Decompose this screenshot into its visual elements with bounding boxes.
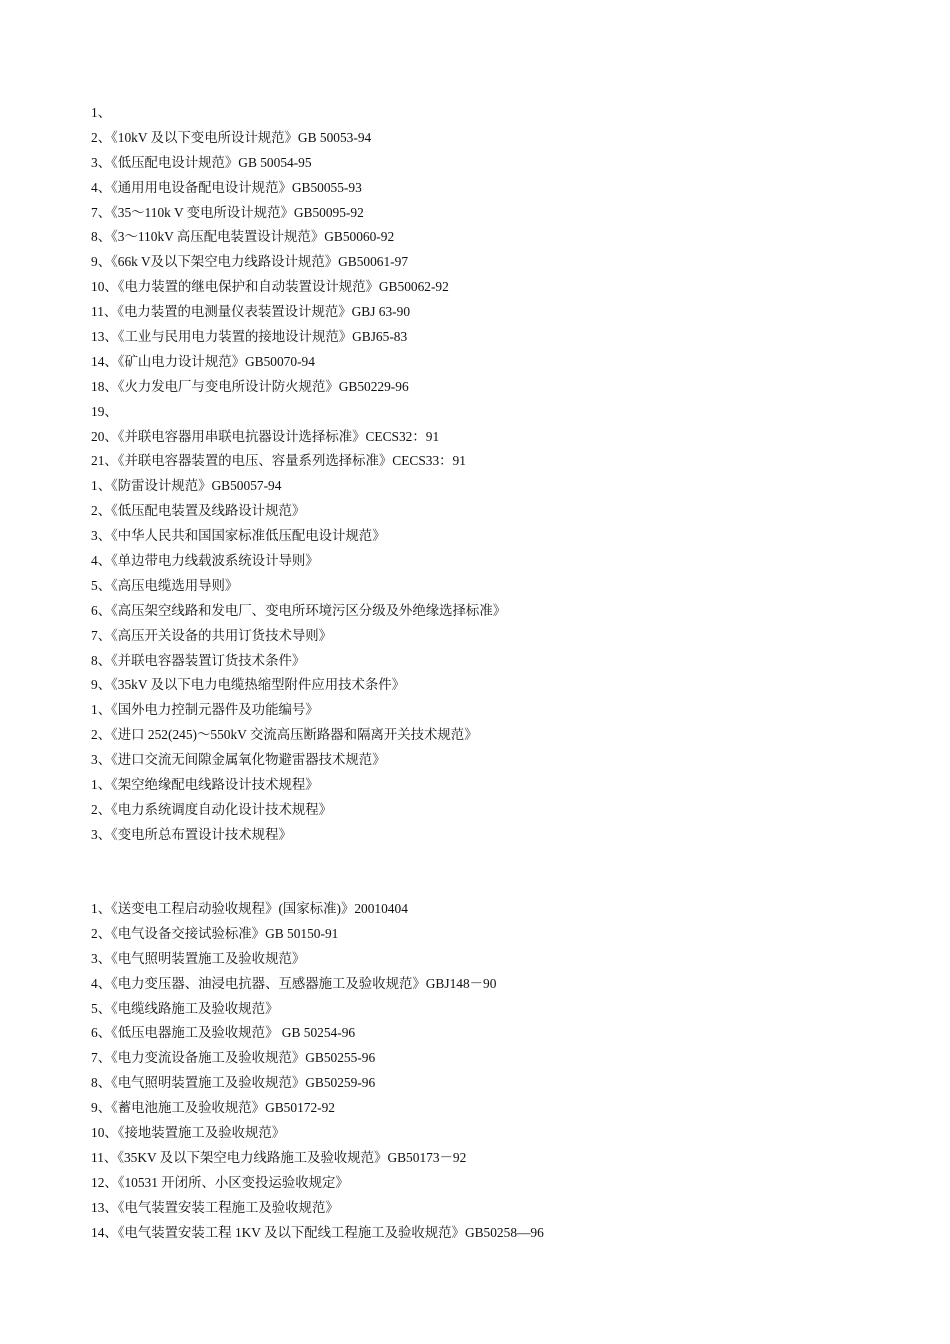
list-item: 5、《高压电缆选用导则》	[91, 577, 239, 593]
list-item: 10、《电力装置的继电保护和自动装置设计规范》GB50062-92	[91, 279, 449, 295]
list-item: 7、《35～110k V 变电所设计规范》GB50095-92	[91, 204, 364, 220]
list-item: 20、《并联电容器用串联电抗器设计选择标准》CECS32：91	[91, 428, 440, 444]
list-item: 1、《送变电工程启动验收规程》(国家标准)》20010404	[91, 901, 408, 916]
list-item: 4、《单边带电力线载波系统设计导则》	[91, 553, 319, 569]
list-item: 5、《电缆线路施工及验收规范》	[91, 1000, 279, 1016]
standards-list-acceptance	[91, 897, 544, 1245]
list-item: 1、	[91, 105, 112, 120]
list-item: 3、《中华人民共和国国家标准低压配电设计规范》	[91, 528, 386, 544]
list-item: 9、《蓄电池施工及验收规范》GB50172-92	[91, 1100, 336, 1116]
list-item: 10、《接地装置施工及验收规范》	[91, 1125, 286, 1141]
list-item: 7、《高压开关设备的共用订货技术导则》	[91, 627, 333, 643]
list-item: 6、《低压电器施工及验收规范》 GB 50254-96	[91, 1025, 356, 1041]
list-item: 1、《国外电力控制元器件及功能编号》	[91, 702, 319, 718]
list-item: 3、《电气照明装置施工及验收规范》	[91, 950, 306, 966]
list-item: 7、《电力变流设备施工及验收规范》GB50255-96	[91, 1050, 376, 1066]
list-item: 2、《进口 252(245)～550kV 交流高压断路器和隔离开关技术规范》	[91, 727, 478, 743]
list-item: 19、	[91, 403, 118, 419]
list-item: 11、《电力装置的电测量仪表装置设计规范》GBJ 63-90	[91, 304, 411, 320]
list-item: 14、《电气装置安装工程 1KV 及以下配线工程施工及验收规范》GB50258—96	[91, 1224, 544, 1240]
list-item: 2、《低压配电装置及线路设计规范》	[91, 503, 306, 519]
list-item: 3、《进口交流无间隙金属氧化物避雷器技术规范》	[91, 752, 386, 768]
list-item: 4、《电力变压器、油浸电抗器、互感器施工及验收规范》GBJ148－90	[91, 975, 497, 991]
list-item: 8、《电气照明装置施工及验收规范》GB50259-96	[91, 1075, 376, 1091]
list-item: 3、《低压配电设计规范》GB 50054-95	[91, 154, 312, 170]
list-item: 8、《并联电容器装置订货技术条件》	[91, 652, 306, 668]
list-item: 8、《3～110kV 高压配电装置设计规范》GB50060-92	[91, 229, 395, 245]
list-item: 3、《变电所总布置设计技术规程》	[91, 826, 292, 842]
list-item: 2、《10kV 及以下变电所设计规范》GB 50053-94	[91, 129, 372, 145]
list-item: 2、《电力系统调度自动化设计技术规程》	[91, 801, 333, 817]
list-item: 4、《通用用电设备配电设计规范》GB50055-93	[91, 179, 362, 195]
list-item: 13、《工业与民用电力装置的接地设计规范》GBJ65-83	[91, 329, 408, 345]
list-item: 14、《矿山电力设计规范》GB50070-94	[91, 353, 315, 369]
list-item: 11、《35KV 及以下架空电力线路施工及验收规范》GB50173－92	[91, 1149, 467, 1165]
standards-list-design	[91, 101, 506, 848]
list-item: 1、《架空绝缘配电线路设计技术规程》	[91, 777, 319, 793]
list-item: 13、《电气装置安装工程施工及验收规范》	[91, 1199, 339, 1215]
list-item: 18、《火力发电厂与变电所设计防火规范》GB50229-96	[91, 378, 409, 394]
list-item: 2、《电气设备交接试验标准》GB 50150-91	[91, 925, 339, 941]
list-item: 1、《防雷设计规范》GB50057-94	[91, 478, 282, 494]
list-item: 9、《66k V及以下架空电力线路设计规范》GB50061-97	[91, 254, 409, 270]
list-item: 12、《10531 开闭所、小区变投运验收规定》	[91, 1174, 349, 1190]
list-item: 21、《并联电容器装置的电压、容量系列选择标准》CECS33：91	[91, 453, 466, 469]
list-item: 6、《高压架空线路和发电厂、变电所环境污区分级及外绝缘选择标准》	[91, 602, 507, 618]
list-item: 9、《35kV 及以下电力电缆热缩型附件应用技术条件》	[91, 677, 406, 693]
